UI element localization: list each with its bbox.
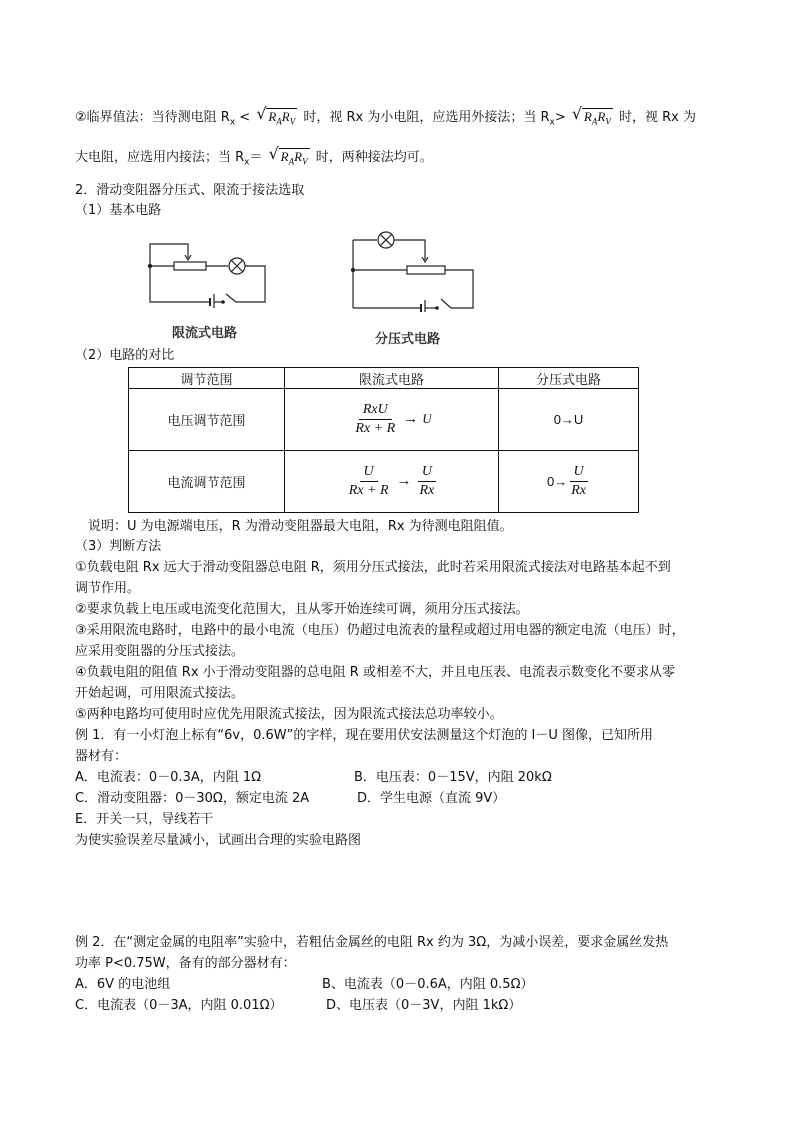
sqrt-ra-rv bbox=[571, 104, 613, 131]
table-cell: 电流调节范围 bbox=[129, 451, 285, 513]
example1-option-d: D．学生电源（直流 9V） bbox=[357, 791, 506, 806]
note: 说明：U 为电源端电压，R 为滑动变阻器最大电阻，Rx 为待测电阻阻值。 bbox=[88, 519, 513, 534]
rad-r2: R bbox=[294, 149, 303, 164]
text-segment: 时，视 Rx 为 bbox=[618, 110, 696, 125]
comparison-heading: （2）电路的对比 bbox=[75, 348, 175, 363]
comparison-table bbox=[128, 367, 639, 513]
example1-line1: 例 1．有一小灯泡上标有“6v，0.6W”的字样，现在要用伏安法测量这个灯泡的 I－U 图像，已知所用 bbox=[75, 728, 653, 743]
rule-line: ②要求负载上电压或电流变化范围大，且从零开始连续可调，须用分压式接法。 bbox=[75, 602, 529, 617]
limiting-circuit-diagram bbox=[140, 236, 270, 308]
arrow-icon: → bbox=[396, 473, 412, 489]
text-segment: 时，两种接法均可。 bbox=[315, 150, 433, 165]
sqrt-ra-rv bbox=[268, 144, 310, 171]
table-cell bbox=[285, 389, 499, 451]
less-than-sign: < bbox=[239, 110, 251, 125]
critical-method-line2 bbox=[75, 144, 433, 172]
divider-circuit-diagram bbox=[345, 228, 480, 312]
greater-than-sign: > bbox=[554, 110, 566, 125]
rule-line: ⑤两种电路均可使用时应优先用限流式接法，因为限流式接法总功率较小。 bbox=[75, 707, 503, 722]
table-row bbox=[129, 389, 639, 451]
table-cell bbox=[499, 451, 639, 513]
section-2-title: 2．滑动变阻器分压式、限流于接法选取 bbox=[75, 183, 305, 198]
target-value: U bbox=[422, 411, 432, 426]
limit-circuit-label: 限流式电路 bbox=[172, 326, 238, 341]
rule-line: 开始起调，可用限流式接法。 bbox=[75, 686, 245, 701]
rad-sub-a: A bbox=[591, 116, 598, 127]
subscript: x bbox=[549, 117, 555, 128]
fraction bbox=[345, 464, 393, 499]
rad-r: R bbox=[268, 109, 277, 124]
table-cell bbox=[499, 389, 639, 451]
radical-sign: √ bbox=[268, 144, 279, 163]
fraction-denominator: Rx bbox=[571, 483, 586, 498]
rule-line: ④负载电阻的阻值 Rx 小于滑动变阻器的总电阻 R 或相差不大，并且电压表、电流表示数变化不要求从零 bbox=[75, 665, 675, 680]
rad-sub-v: V bbox=[302, 156, 308, 167]
divider-prefix: 0→ bbox=[547, 474, 568, 489]
example2-option-d: D、电压表（0－3V，内阻 1kΩ） bbox=[326, 998, 522, 1013]
fraction bbox=[567, 464, 590, 499]
fraction-denominator: Rx + R bbox=[355, 421, 396, 436]
fraction-denominator: Rx + R bbox=[348, 483, 389, 498]
rad-sub-v: V bbox=[289, 116, 296, 127]
table-row bbox=[129, 451, 639, 513]
fraction bbox=[416, 464, 439, 499]
arrow-icon: → bbox=[403, 411, 419, 427]
rad-r2: R bbox=[281, 109, 290, 124]
fraction-numerator: RxU bbox=[359, 402, 392, 420]
example1-line2: 器材有： bbox=[75, 749, 128, 764]
example1-option-b: B．电压表：0－15V，内阻 20kΩ bbox=[354, 770, 552, 785]
table-header: 限流式电路 bbox=[285, 368, 499, 389]
rad-sub-a: A bbox=[276, 116, 282, 127]
equals-sign: ＝ bbox=[249, 150, 263, 165]
sqrt-ra-rv bbox=[256, 104, 297, 131]
divider-range: 0→U bbox=[553, 412, 584, 427]
judgement-heading: （3）判断方法 bbox=[75, 539, 162, 554]
example1-option-a: A．电流表：0－0.3A，内阻 1Ω bbox=[75, 770, 262, 785]
example2-option-c: C．电流表（0－3A，内阻 0.01Ω） bbox=[75, 998, 283, 1013]
rad-r: R bbox=[280, 149, 289, 164]
rad-r: R bbox=[583, 109, 592, 124]
fraction-numerator: U bbox=[570, 464, 588, 482]
example1-option-e: E．开关一只，导线若干 bbox=[75, 812, 214, 827]
example1-task: 为使实验误差尽量减小，试画出合理的实验电路图 bbox=[75, 833, 362, 848]
example2-option-b: B、电流表（0－0.6A，内阻 0.5Ω） bbox=[322, 977, 534, 992]
table-header: 分压式电路 bbox=[499, 368, 639, 389]
example2-line1: 例 2．在“测定金属的电阻率”实验中，若粗估金属丝的电阻 Rx 约为 3Ω，为减小误差，要求金属丝发热 bbox=[75, 935, 669, 950]
fraction bbox=[351, 402, 399, 437]
rad-sub-v: V bbox=[605, 116, 611, 127]
table-cell: 电压调节范围 bbox=[129, 389, 285, 451]
example2-option-a: A．6V 的电池组 bbox=[75, 977, 171, 992]
fraction-numerator: U bbox=[418, 464, 436, 482]
radical-sign: √ bbox=[571, 104, 583, 123]
table-cell bbox=[285, 451, 499, 513]
table-header-row bbox=[129, 368, 639, 389]
rule-line: 应采用变阻器的分压式接法。 bbox=[75, 644, 245, 659]
table-header: 调节范围 bbox=[129, 368, 285, 389]
fraction-numerator: U bbox=[360, 464, 378, 482]
rad-sub-a: A bbox=[288, 156, 295, 167]
rad-r2: R bbox=[597, 109, 606, 124]
radical-sign: √ bbox=[256, 104, 267, 123]
rule-line: 调节作用。 bbox=[75, 581, 141, 596]
critical-method-line1 bbox=[75, 104, 696, 132]
subscript: x bbox=[229, 117, 236, 128]
text-segment: 大电阻，应选用内接法；当 R bbox=[75, 150, 245, 165]
example2-line2: 功率 P<0.75W，备有的部分器材有： bbox=[75, 956, 296, 971]
text-segment: 时，视 Rx 为小电阻，应选用外接法；当 R bbox=[303, 110, 550, 125]
rule-line: ①负载电阻 Rx 远大于滑动变阻器总电阻 R，须用分压式接法，此时若采用限流式接法对电路基本起不到 bbox=[75, 560, 671, 575]
example1-option-c: C．滑动变阻器：0－30Ω，额定电流 2A bbox=[75, 791, 310, 806]
subscript: x bbox=[244, 157, 250, 168]
divider-circuit-label: 分压式电路 bbox=[375, 332, 441, 347]
fraction-denominator: Rx bbox=[419, 483, 435, 498]
text-segment: ②临界值法：当待测电阻 R bbox=[75, 110, 230, 125]
rule-line: ③采用限流电路时，电路中的最小电流（电压）仍超过电流表的量程或超过用电器的额定电流（电压）时， bbox=[75, 623, 685, 638]
basic-circuit-heading: （1）基本电路 bbox=[75, 203, 162, 218]
